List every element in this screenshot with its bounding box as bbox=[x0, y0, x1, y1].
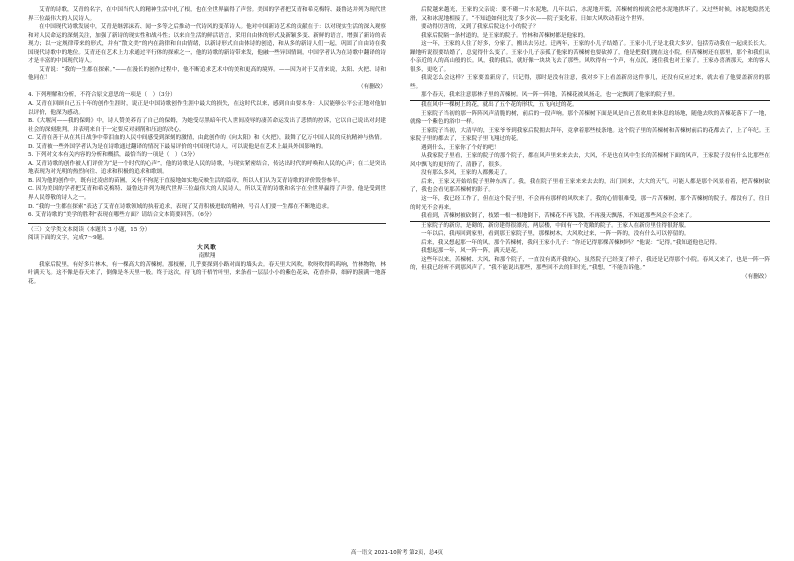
source-note: （有删改） bbox=[742, 273, 770, 280]
story-paragraph: 这一年，王家的人住了好多，分家了，搬出去另过。迁两年，王家的小儿子结婚了。王家小儿子是北我大多岁，包括劳动我在一起成长长大。躁地听说很要结婚了，总觉得什么变了。王家小儿子亲孤了他家的苦楝树也要砍掉了，他是把我们抛在这小院，但苦楝树还在那里，那个和我们从小亲近的人的高山般的长。风，我的我后，就好像一块块飞去了那些。风吹得有一个声，有点沉，迷住我也对王家了。王家办喜酒那天，来的客人很多，更吃了。 bbox=[410, 41, 770, 73]
story-paragraph: 我想起那一年，风一阵一阵，满天是花。 bbox=[421, 248, 522, 255]
story-paragraph: 王家院子的新房，是砌的，新房建得很漂亮，两层楼，中间有一个宽敞的院子。王家人在新房里住得很舒服。 bbox=[421, 222, 690, 229]
story-paragraph: 要动得厉害的，又到了我家后院这小小的院子？ bbox=[421, 24, 539, 31]
question-4-option-b: B.《大堰河——我的保姆》中，诗人赞美养育了自己的保姆，为她受尽黑暗年代人世间凌辱的凄苦命运发出了悲愤的控诉，它以自己说出对封建社会的深刻批判，并表明来自于一定要反对剥削和压迫的决心。 bbox=[28, 118, 386, 133]
question-4-option-a: A. 艾青在回顾自己五十年的创作生涯时，说正是中国诗歌创作生涯中最大的损失，在这时代以来，感到自由要本身：人民能够公平公正地对他加以评价，他深为感动。 bbox=[28, 101, 386, 116]
story-paragraph: 王家院子当初的那一阵阵风声清脆的树，前后的一段声响。那个苦楝树下面是风是自己喜欢用来休息的场地，随他去吹的苦楝花落下了一地，就像一个紫色的浴巾一样。 bbox=[410, 110, 770, 126]
story-paragraph: 我说怎么会这样？王家要盖新房了，只记得，那时是没有注意，我对乡下上看盖新房这件事儿，还没有反应过来，就去看了他要盖新房的那些。 bbox=[410, 75, 770, 90]
intro-paragraph: 在中国现代诗歌发展中，艾青是继郭沫若、闻一多等之后推动一代诗风的变革诗人。他对中国新诗艺术的贡献在于：以对现实生活的深入观察和对人民命运的深刻关注，加强了新诗的现实性和战斗性；以来自生活的鲜活语言，采用自由体的形式及新颖多变、新鲜的语言，增强了新诗的表现力；以一定规律带来的形式，并有“散文美”的内在韵律和自由情绪，以新诗形式自由体诗的创造，和从多的新诗人们一起，巩固了自由诗在我国现代诗歌中的地位。艾青还在艺术上力求通过平行体的探索之一，他的诗歌的新诗带来发，他融一些异国情调，中国学者认为在诗歌中翻译的诗才是丰富的中国现代诗人。 bbox=[28, 24, 387, 65]
story-paragraph: 王家院子当初，大清早的，王家爷爷到我家后院拥去拜年，竟拿着那些枝条地。这个院子里的苦楝树和苦楝树前后的花都去了，上了年纪。王家院子里的都去了，王家院子里飞翔过的花。 bbox=[410, 127, 770, 143]
story-paragraph: 一年以后，我再回到家里，看到那王家院子里，那棵树木，大风吹过来，一阵一阵的，没有什么可以停留的。 bbox=[421, 231, 690, 238]
story-paragraph: 我在风中一棵树上的花，就出了五个花的形状，五飞向过的花。 bbox=[421, 102, 578, 109]
story-paragraph: 我家后院隔一条村道的，是王家的院子。竹林和苦楝树都是他家的。 bbox=[421, 32, 589, 39]
question-5-option-a: A. 艾青诗歌的创作被人们评价为“是一个时代的心声”，他的诗歌是人民的诗歌，与现实紧密结合，传达出时代的呼唤和人民的心声；在二是突出地表现为对光明的热烈向往、追求和积极的追求和歌颂。 bbox=[28, 160, 386, 176]
right-column bbox=[410, 6, 770, 282]
story-paragraph: 没有那么多风，王家的人都搬走了。 bbox=[421, 170, 511, 177]
section-3-instruction: 阅读下面的文字，完成7～9题。 bbox=[28, 235, 108, 242]
question-6: 6. 艾青诗歌的“美学的胜利”表现在哪些方面？请结合文本简要回答。（6分） bbox=[28, 212, 216, 219]
page-footer: 高一语文 2021-10阶考 第2页，总4页 bbox=[350, 550, 444, 556]
story-paragraph: 我家后院里，有好多片林木，有一棵高大的苦楝树。那枝桠，几乎要探到小路对面的墙头去。春天里大风吹，吹呀吹得呜呜响，竹林物物，林叶满天飞。这不像是春天来了，倒像是冬天里一般。终于这次，待飞的干梧竹叶里，来条看一层层小小的紫色花朵，花香扑鼻，细碎的簇满一地落花。 bbox=[28, 261, 387, 285]
story-paragraph: 后院越来越光，王家的父亲说：要不砌一片水泥地，几年以后，水泥地开裂，苦楝树的根就会把水泥地拱坏了。又过些时候，冰泥地隐然光滑，又和冰泥地相接了。“不知道如何比发了多少次——院子变化着，日如大风吹动着这个世界。 bbox=[410, 7, 770, 22]
question-5-option-d: D. “我的一生都在探索”表达了艾青在诗歌领域的执着追求，表现了艾青积极进取的精神，号召人们要一生都在不断地追求。 bbox=[28, 203, 333, 210]
question-5-option-b: B. 因为他的创作中，既有过凌虐的苗圃，又有不拘泥于直接地如实地反映生活的篇章，所以人们认为艾青诗歌的评价毁誉参半。 bbox=[28, 177, 344, 184]
story-paragraph: 后来，王家又开始给院子里种东西了。我，我在院子里看王家来来去去的，出门回来，大大的天气，可能人都是那个风景看着，把苦楝树砍了，我也会看见那苦楝树的影子。 bbox=[410, 178, 770, 194]
story-paragraph: 那个春天，我来注意那林子里的苦楝树。风一阵一阵地，苦楝花被风扬走，也一定飘到了他家的院子里。 bbox=[410, 91, 770, 101]
story-title: 大风歌 bbox=[197, 244, 217, 251]
question-5-option-c: C. 因为美国的学者把艾青和希克梅特、聂鲁达并列为现代世界三位最伟大的人民诗人，所以艾青的诗歌和名字在全世界赢得了声誉，他是受到世界人民尊敬的诗人之一。 bbox=[28, 186, 386, 202]
story-paragraph: 这一年，我已经工作了，但在这个院子里，不会再有那样的风吹来了。我的心情很难受，那一片苦楝树，那个苦楝树的院子，都没有了，往日的时光不会再来。 bbox=[410, 196, 770, 211]
question-4-stem: 4. 下列理解和分析，不符合原文意思的一项是（ ）（3分） bbox=[28, 92, 176, 99]
story-paragraph: 这些年以来，苦楝树、大风、和那个院子，一直没有离开我的心，虽然院子已经变了样子，我还是记得那个小院。春风又来了，也是一阵一阵的，但我已经听不到那风声了。“我不能说出那些，那些回不去的旧时光，”我想，“不能告诉他。” bbox=[410, 256, 770, 272]
story-paragraph: 从我家院子里看，王家的院子的那个院子，都在风声里来来去去，大风，不是也在风中生长的苦楝树下面的风声，王家院子没有什么比那些在风中飘飞的更好的了，清静了，很多。 bbox=[410, 153, 770, 168]
intro-paragraph: 艾青说：“我的一生都在探索。”——在漫长的创作过程中，他不断追求艺术中的美和更高的境界。——因为对于艾青来说，太阳、火把、诗和他同在！ bbox=[28, 66, 386, 82]
story-paragraph: 我看到，苦楝树被砍倒了，枝繁一根一根地倒下，苦楝花不再飞散，不再漫天飘落，不知道那些风会不会来了。 bbox=[410, 212, 770, 222]
question-4-option-d: D. 艾青被一些外国学者认为是在诗歌通过翻译的情况下最易评价的中国现代诗人，可以说他是在艺术上最具外国影响的。 bbox=[28, 143, 327, 150]
section-3-heading: （三）文学类文本阅读（本题共 3 小题，15 分） bbox=[28, 223, 386, 235]
question-5-stem: 5. 下列对文本有关内容的分析和概括，最恰当的一项是（ ）（3分） bbox=[28, 152, 199, 159]
question-4-option-c: C. 艾青在善于从在其日战争中带泪血的人民中间感受到深刻的激情，由此创作的《向太阳》和《火把》，鼓舞了亿万中国人民的反抗精神与热情。 bbox=[28, 135, 386, 142]
left-column bbox=[28, 6, 386, 287]
story-paragraph: 后来，我又想起那一年的风，那个苦楝树，我问王家小儿子：“你还记得那棵苦楝树吗？”他说：“记得。”我知道他也记得。 bbox=[421, 239, 721, 246]
source-note: （有删改） bbox=[358, 83, 386, 90]
story-author: 南默翔 bbox=[198, 253, 216, 260]
story-paragraph: 遇到什么，王家你了个好的吧！ bbox=[421, 144, 500, 151]
intro-paragraph: 艾青的诗歌，艾青的名字，在中国当代人的精神生活中扎了根，也在全世界赢得了声誉。美国的学者把艾青和希克梅特、聂鲁达并列为现代世界三位最伟大的人民诗人。 bbox=[28, 7, 386, 22]
